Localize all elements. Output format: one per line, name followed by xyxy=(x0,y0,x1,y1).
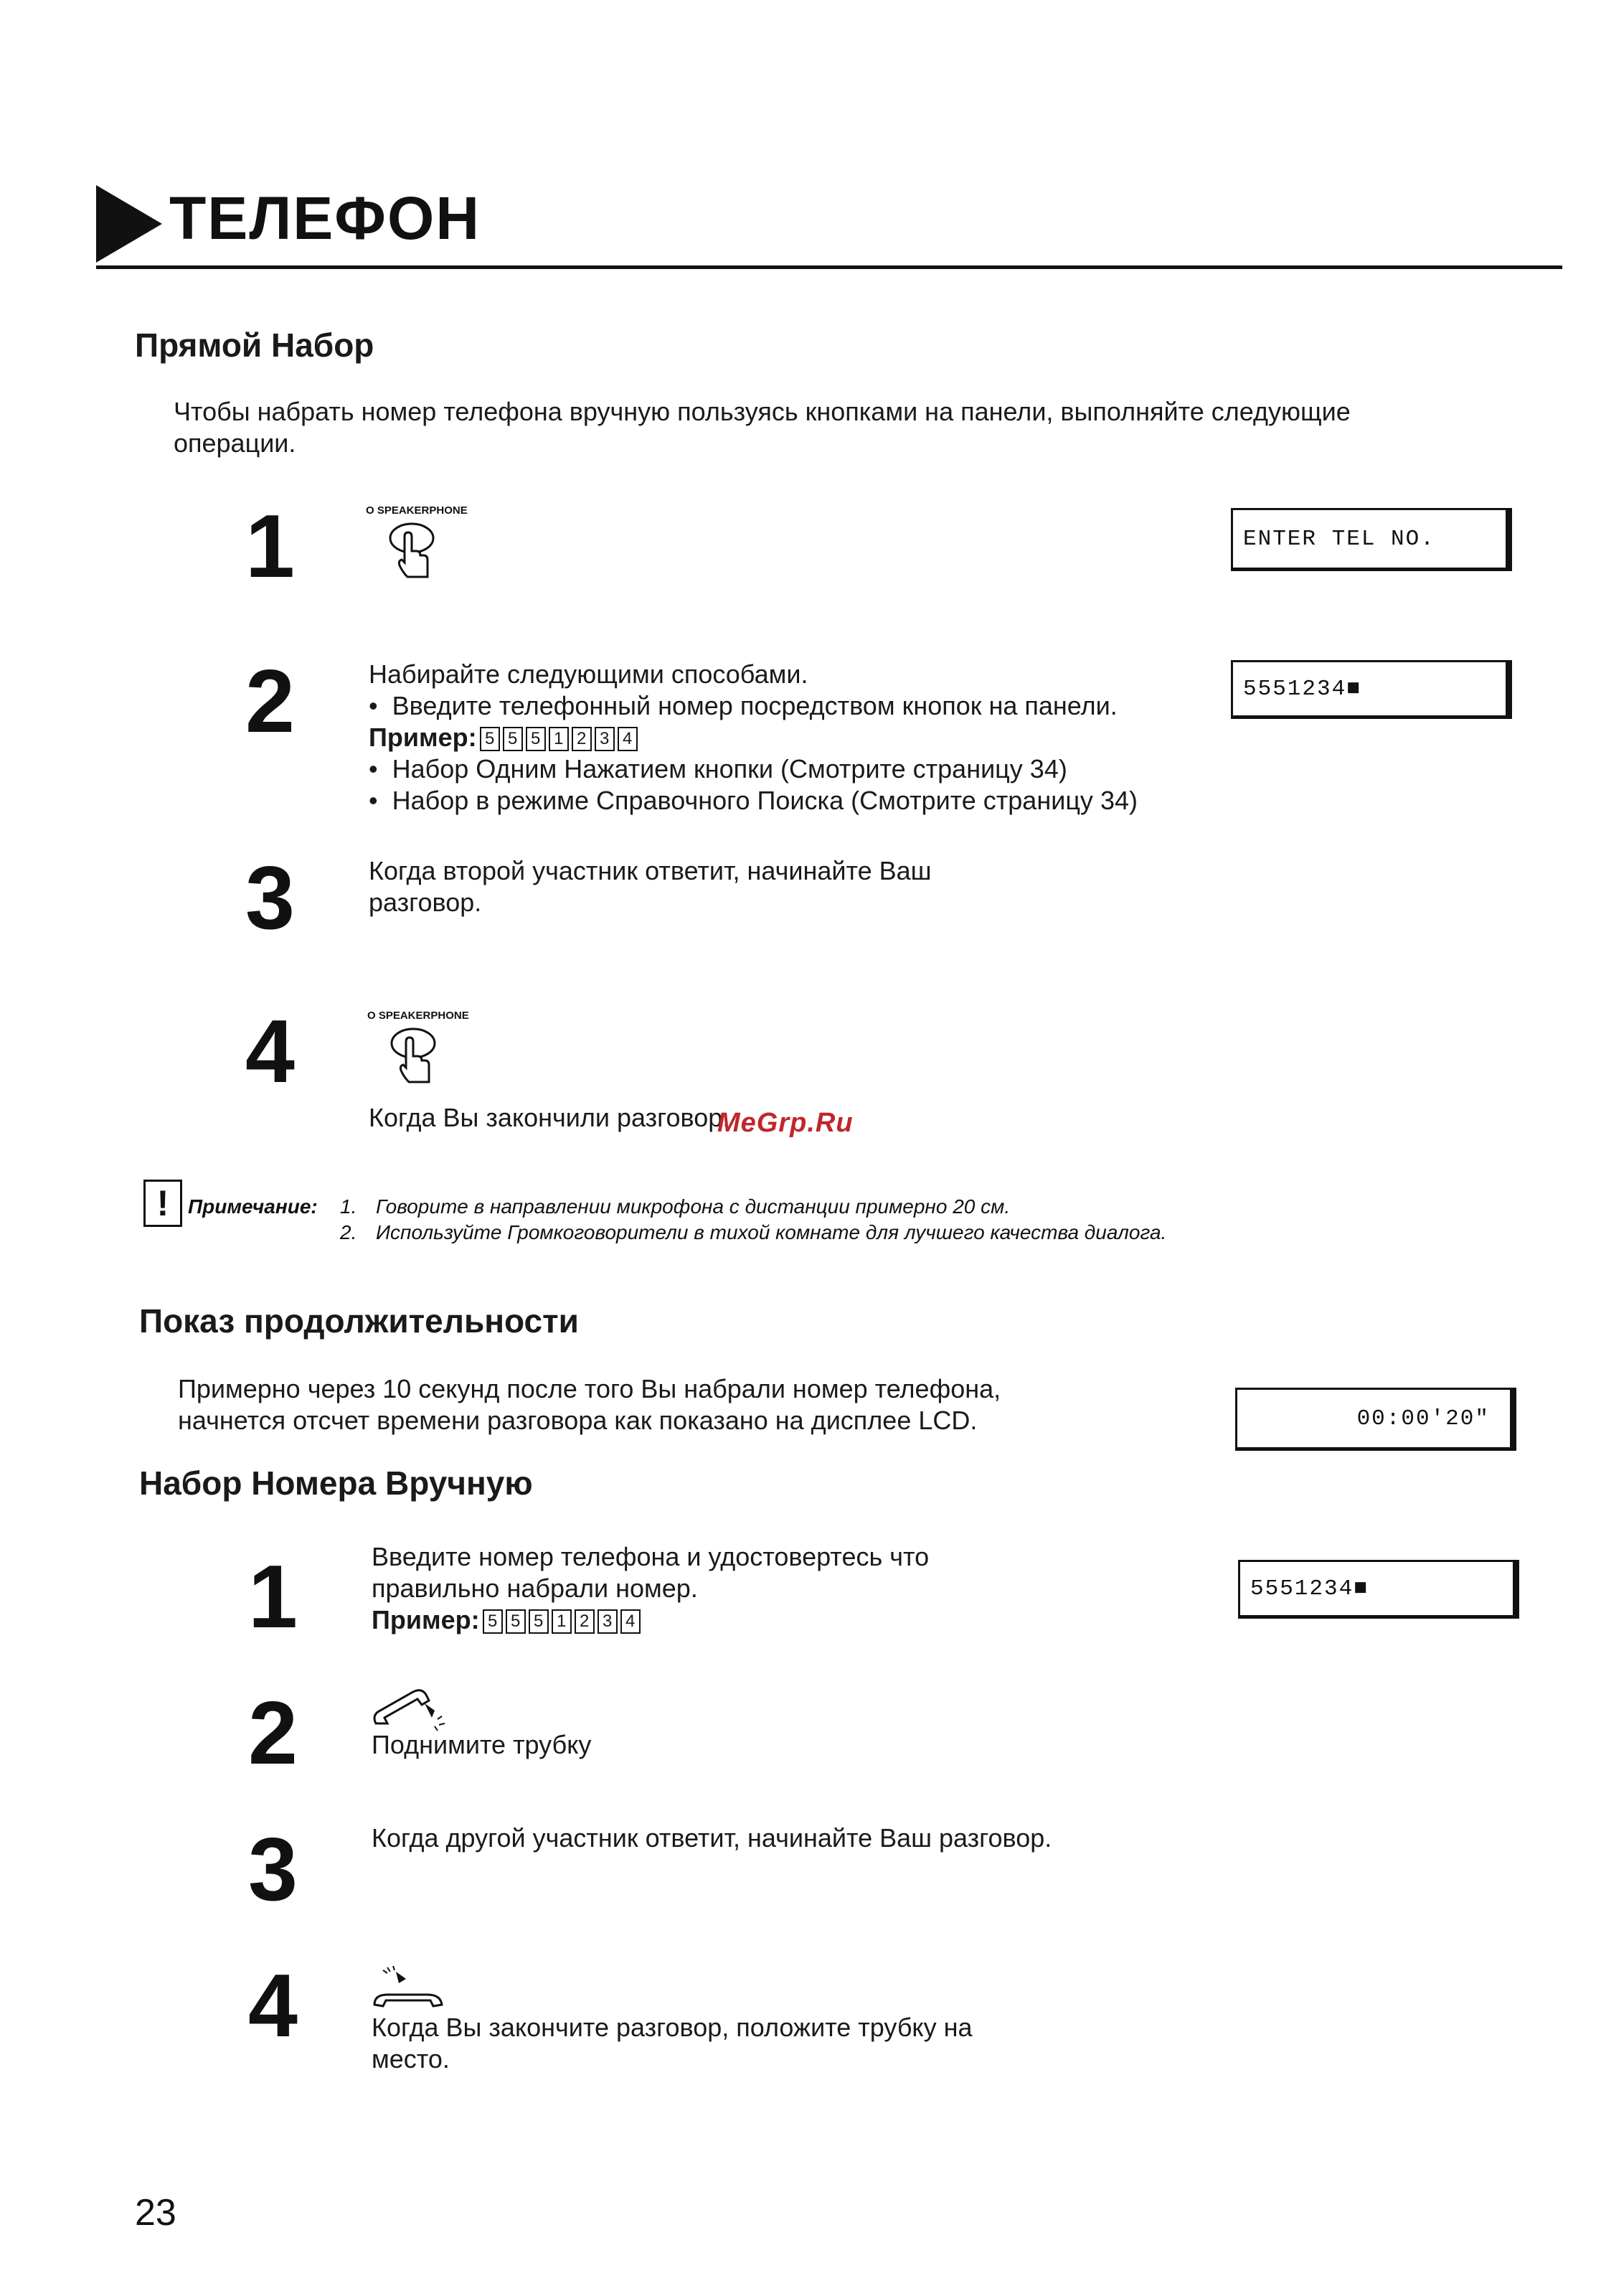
section-heading-duration: Показ продолжительности xyxy=(139,1302,579,1340)
lcd-display: 5551234■ xyxy=(1231,660,1512,719)
lcd-display: ENTER TEL NO. xyxy=(1231,508,1512,571)
number-key: 3 xyxy=(595,727,615,751)
page-title: ТЕЛЕФОН xyxy=(169,184,481,252)
number-key: 5 xyxy=(529,1609,549,1634)
intro-line-2: операции. xyxy=(174,428,296,458)
number-key: 5 xyxy=(526,727,546,751)
header-rule xyxy=(96,265,1562,269)
number-key: 2 xyxy=(575,1609,595,1634)
speakerphone-label: O SPEAKERPHONE xyxy=(367,1010,469,1022)
step-text: Введите номер телефона и удостовертесь что xyxy=(372,1542,930,1571)
section-heading-direct-dial: Прямой Набор xyxy=(135,326,374,364)
lcd-display: 00:00'20" xyxy=(1235,1388,1516,1451)
step-text: Поднимите трубку xyxy=(372,1730,592,1759)
example-row xyxy=(369,722,638,753)
note-item: Используйте Громкоговорители в тихой комнате для лучшего качества диалога. xyxy=(376,1221,1167,1243)
watermark: MeGrp.Ru xyxy=(717,1108,854,1138)
step-text: Набирайте следующими способами. xyxy=(369,659,808,689)
example-keys xyxy=(483,1609,641,1634)
number-key: 5 xyxy=(480,727,500,751)
intro-line-1: Чтобы набрать номер телефона вручную пользуясь кнопками на панели, выполняйте следующие xyxy=(174,397,1351,426)
step-text: Когда Вы закончили разговор. xyxy=(369,1103,730,1132)
number-key: 1 xyxy=(552,1609,572,1634)
example-label: Пример: xyxy=(369,723,477,752)
section-heading-manual-dial: Набор Номера Вручную xyxy=(139,1464,533,1502)
step-number: 3 xyxy=(248,1820,298,1919)
step-number: 4 xyxy=(248,1957,298,2056)
speakerphone-button-icon[interactable] xyxy=(383,519,440,585)
step-number: 1 xyxy=(245,497,295,596)
number-key: 4 xyxy=(620,1609,641,1634)
duration-line-1: Примерно через 10 секунд после того Вы набрали номер телефона, xyxy=(178,1374,1001,1403)
number-key: 5 xyxy=(483,1609,503,1634)
note-number: 2. xyxy=(340,1221,357,1243)
speakerphone-label: O SPEAKERPHONE xyxy=(366,504,468,517)
page-number: 23 xyxy=(135,2192,176,2234)
lcd-display: 5551234■ xyxy=(1238,1560,1519,1619)
bullet-item: • Набор Одним Нажатием кнопки (Смотрите страницу 34) xyxy=(369,753,1067,785)
header-arrow-icon xyxy=(96,185,162,263)
step-number: 2 xyxy=(248,1684,298,1783)
number-key: 3 xyxy=(598,1609,618,1634)
number-key: 1 xyxy=(549,727,569,751)
step-text: место. xyxy=(372,2044,450,2074)
step-text: Когда второй участник ответит, начинайте Ваш xyxy=(369,856,932,885)
handset-hang-up-icon xyxy=(370,1963,449,2017)
step-text: разговор. xyxy=(369,888,482,917)
bullet-item: • Набор в режиме Справочного Поиска (Смотрите страницу 34) xyxy=(369,785,1138,817)
note-item: Говорите в направлении микрофона с дистанции примерно 20 см. xyxy=(376,1195,1011,1218)
speakerphone-button-icon[interactable] xyxy=(384,1025,442,1090)
step-number: 1 xyxy=(248,1548,298,1647)
step-number: 4 xyxy=(245,1002,295,1101)
note-label: Примечание: xyxy=(188,1195,318,1218)
example-keys xyxy=(480,727,638,751)
number-key: 4 xyxy=(618,727,638,751)
step-number: 3 xyxy=(245,849,295,948)
bullet-item: • Введите телефонный номер посредством кнопок на панели. xyxy=(369,690,1118,722)
number-key: 5 xyxy=(506,1609,526,1634)
step-number: 2 xyxy=(245,652,295,751)
step-text: Когда другой участник ответит, начинайте Ваш разговор. xyxy=(372,1823,1052,1853)
number-key: 2 xyxy=(572,727,592,751)
note-number: 1. xyxy=(340,1195,357,1218)
number-key: 5 xyxy=(503,727,523,751)
example-row xyxy=(372,1604,641,1636)
step-text: Когда Вы закончите разговор, положите трубку на xyxy=(372,2013,973,2042)
example-label: Пример: xyxy=(372,1605,480,1634)
duration-line-2: начнется отсчет времени разговора как показано на дисплее LCD. xyxy=(178,1406,978,1435)
step-text: правильно набрали номер. xyxy=(372,1573,698,1603)
note-exclamation-icon: ! xyxy=(143,1180,182,1227)
